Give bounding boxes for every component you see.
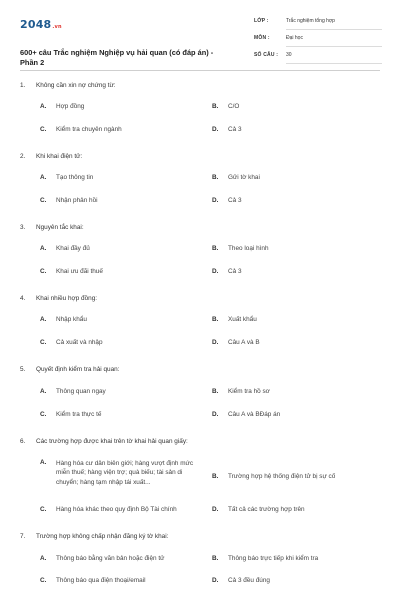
option-a[interactable]: A. Tạo thông tin xyxy=(40,174,94,181)
meta-row-count xyxy=(254,50,382,67)
meta-value: Trắc nghiệm tổng hợp xyxy=(286,18,382,30)
option-b[interactable]: B. Kiểm tra hồ sơ xyxy=(212,388,270,395)
meta-value: 30 xyxy=(286,52,382,64)
page-header xyxy=(20,14,382,67)
option-b[interactable]: B. C/O xyxy=(212,103,240,110)
option-a[interactable]: A. Hàng hóa cư dân biên giới; hàng vượt định mức miễn thuế; hàng viện trợ; quà biếu; tài sản di chuyển; hàng tạm nhập tái xuất... xyxy=(40,459,194,486)
header-divider xyxy=(20,70,380,71)
option-d[interactable]: D. Câu A và B xyxy=(212,339,260,346)
meta-label: MÔN : xyxy=(254,35,270,41)
option-a[interactable]: A. Thông báo bằng văn bản hoặc điện tử xyxy=(40,555,165,562)
question-text: 6. Các trường hợp được khai trên tờ khai hải quan giấy: xyxy=(20,438,188,445)
option-c[interactable]: C. Cả xuất và nhập xyxy=(40,339,103,346)
document-title: 600+ câu Trắc nghiệm Nghiệp vụ hải quan (có đáp án) - Phần 2 xyxy=(20,48,214,67)
option-c[interactable]: C. Hàng hóa khác theo quy định Bộ Tài chính xyxy=(40,506,177,513)
meta-label: LỚP : xyxy=(254,18,269,24)
option-a[interactable]: A. Hợp đồng xyxy=(40,103,85,110)
logo-suffix: .vn xyxy=(52,24,62,30)
question-text: 2. Khi khai điện tử: xyxy=(20,153,83,160)
option-c[interactable]: C. Thông báo qua điện thoại/email xyxy=(40,577,146,584)
option-c[interactable]: C. Kiểm tra thực tế xyxy=(40,411,102,418)
option-b[interactable]: B. Trường hợp hệ thống điện tử bị sự cố xyxy=(212,473,336,480)
meta-label: SỐ CÂU : xyxy=(254,52,279,58)
meta-row-class xyxy=(254,16,382,33)
document-meta xyxy=(254,16,382,67)
option-c[interactable]: C. Kiểm tra chuyên ngành xyxy=(40,126,122,133)
meta-value: Đại học xyxy=(286,35,382,47)
option-b[interactable]: B. Xuất khẩu xyxy=(212,316,257,323)
question-text: 1. Không cần xin nợ chứng từ: xyxy=(20,82,116,89)
option-d[interactable]: D. Cả 3 xyxy=(212,268,242,275)
option-d[interactable]: D. Cả 3 đều đúng xyxy=(212,577,270,584)
option-d[interactable]: D. Tất cả các trường hợp trên xyxy=(212,506,305,513)
site-logo[interactable] xyxy=(20,18,62,31)
option-d[interactable]: D. Cả 3 xyxy=(212,126,242,133)
option-d[interactable]: D. Câu A và BĐáp án xyxy=(212,411,281,418)
option-c[interactable]: C. Nhận phản hồi xyxy=(40,197,98,204)
meta-row-subject xyxy=(254,33,382,50)
option-b[interactable]: B. Gửi tờ khai xyxy=(212,174,260,181)
option-b[interactable]: B. Thông báo trực tiếp khi kiểm tra xyxy=(212,555,319,562)
logo-main: 2048 xyxy=(20,18,52,31)
option-b[interactable]: B. Theo loại hình xyxy=(212,245,269,252)
option-a[interactable]: A. Nhập khẩu xyxy=(40,316,87,323)
option-a[interactable]: A. Khai đầy đủ xyxy=(40,245,90,252)
option-c[interactable]: C. Khai ưu đãi thuế xyxy=(40,268,103,275)
question-text: 3. Nguyên tắc khai: xyxy=(20,224,84,231)
question-text: 7. Trường hợp không chấp nhận đăng ký tờ khai: xyxy=(20,533,169,540)
option-d[interactable]: D. Cả 3 xyxy=(212,197,242,204)
option-a[interactable]: A. Thông quan ngay xyxy=(40,388,106,395)
question-text: 4. Khai nhiều hợp đồng: xyxy=(20,295,98,302)
question-text: 5. Quyết định kiểm tra hải quan: xyxy=(20,366,120,373)
